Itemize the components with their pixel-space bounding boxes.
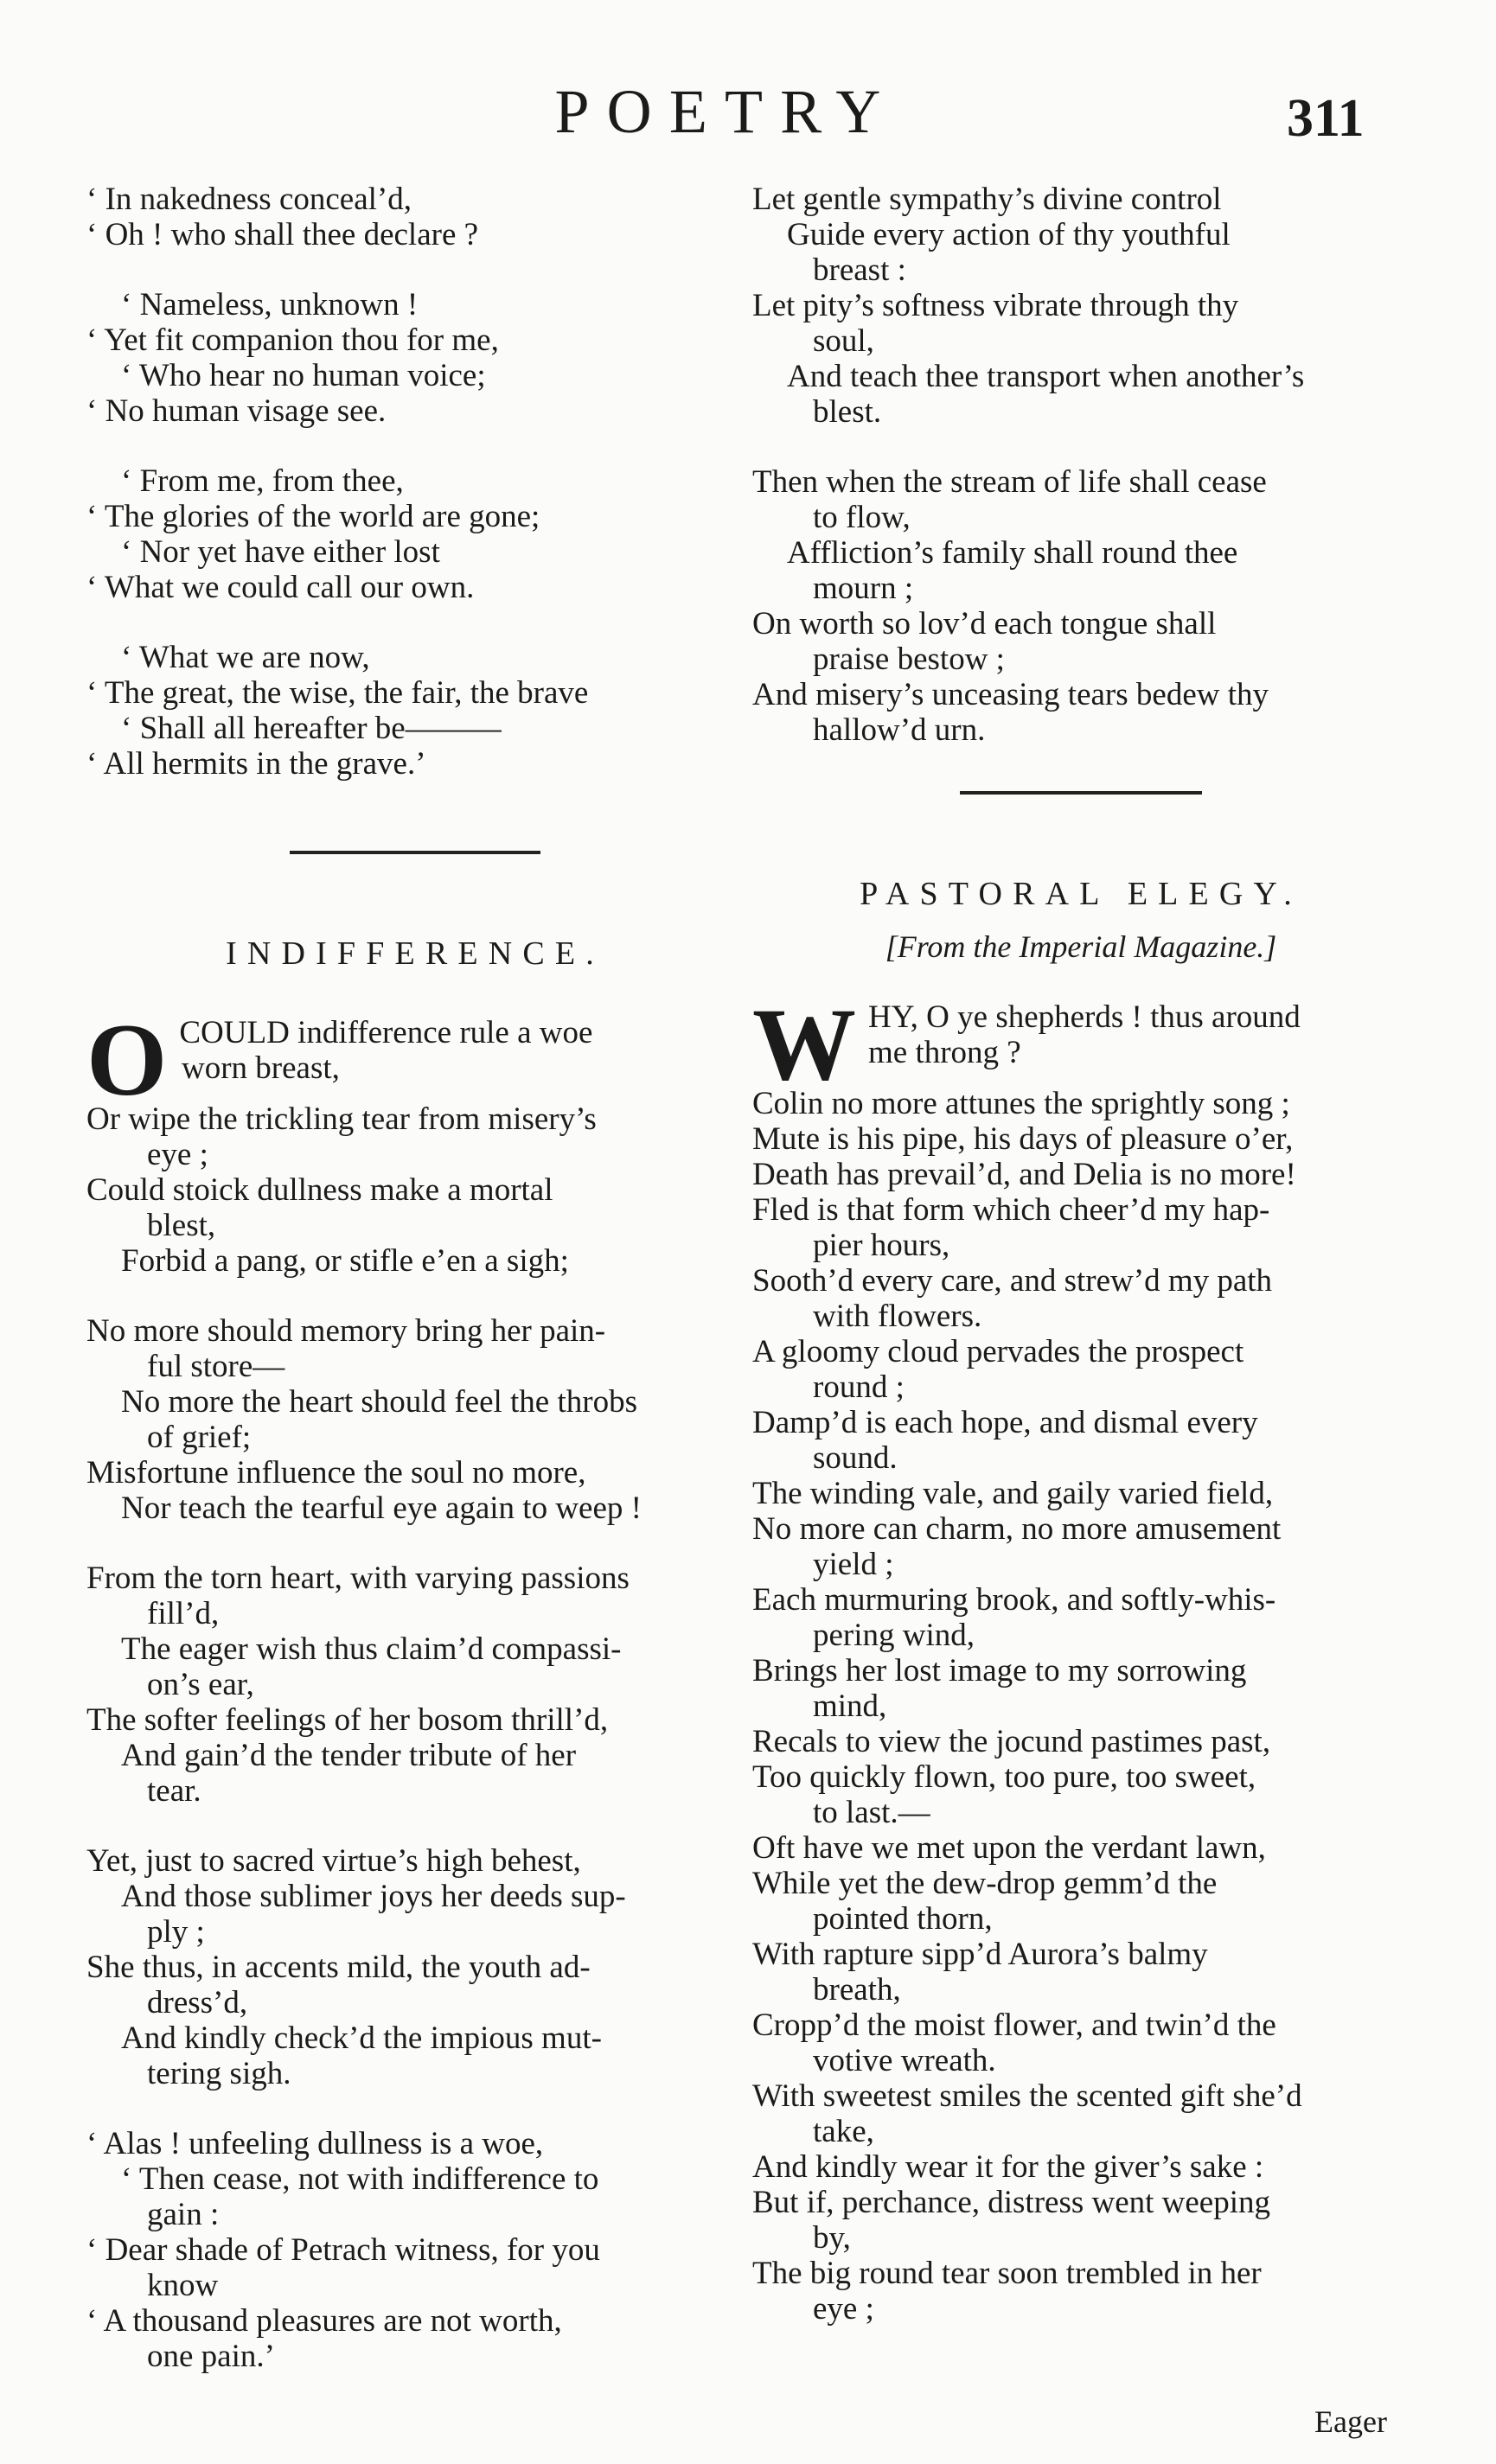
verse-line: Recals to view the jocund pastimes past, — [752, 1724, 1271, 1759]
stanza — [752, 464, 1410, 748]
verse-line: And kindly wear it for the giver’s sake : — [752, 2149, 1264, 2185]
poem-title: PASTORAL ELEGY. — [860, 876, 1302, 912]
verse-line: And kindly check’d the impious mut- — [121, 2020, 602, 2056]
poem-title: INDIFFERENCE. — [226, 935, 604, 972]
verse-line: ful store— — [147, 1349, 285, 1384]
verse-line: know — [147, 2268, 219, 2303]
verse-line: And misery’s unceasing tears bedew thy — [752, 677, 1269, 712]
verse-line: fill’d, — [147, 1596, 220, 1631]
verse-line: The big round tear soon trembled in her — [752, 2256, 1262, 2291]
verse-line: Then when the stream of life shall cease — [752, 464, 1267, 500]
verse-line: breath, — [813, 1972, 901, 2008]
drop-cap: W — [752, 986, 856, 1101]
verse-line: pointed thorn, — [813, 1901, 993, 1937]
verse-line: blest, — [147, 1208, 216, 1243]
verse-line: with flowers. — [813, 1299, 982, 1334]
verse-line: tear. — [147, 1773, 201, 1809]
verse-line: gain : — [147, 2197, 220, 2232]
verse-line: ‘ All hermits in the grave.’ — [86, 746, 426, 782]
verse-line: Affliction’s family shall round thee — [787, 535, 1238, 571]
left-column — [86, 182, 744, 2409]
verse-line: Guide every action of thy youthful — [787, 217, 1231, 252]
verse-line: Could stoick dullness make a mortal — [86, 1172, 553, 1208]
verse-line: The eager wish thus claim’d compassi- — [121, 1631, 622, 1667]
verse-line: Cropp’d the moist flower, and twin’d the — [752, 2008, 1276, 2043]
verse-line: Let pity’s softness vibrate through thy — [752, 288, 1239, 323]
verse-line: From the torn heart, with varying passions — [86, 1561, 630, 1596]
verse-line: The winding vale, and gaily varied field, — [752, 1476, 1274, 1511]
verse-line: Nor teach the tearful eye again to weep ! — [121, 1491, 642, 1526]
drop-cap: O — [86, 1002, 168, 1117]
verse-line: ‘ The great, the wise, the fair, the brave — [86, 675, 589, 711]
verse-line: mind, — [813, 1688, 887, 1724]
stanza — [86, 463, 744, 605]
verse-line: of grief; — [147, 1420, 252, 1455]
verse-line: ‘ Who hear no human voice; — [121, 358, 486, 393]
verse-line: breast : — [813, 252, 906, 288]
verse-line: by, — [813, 2220, 851, 2256]
verse-line: Or wipe the trickling tear from misery’s — [86, 1101, 597, 1137]
stanza — [86, 1313, 744, 1526]
verse-line: soul, — [813, 323, 874, 359]
section-divider — [290, 851, 540, 854]
verse-line: ‘ Yet fit companion thou for me, — [86, 322, 499, 358]
verse-line: me throng ? — [868, 1035, 1021, 1070]
verse-line: tering sigh. — [147, 2056, 291, 2091]
verse-line: pier hours, — [813, 1228, 950, 1263]
stanza — [86, 1561, 744, 1809]
verse-line: Damp’d is each hope, and dismal every — [752, 1405, 1258, 1440]
verse-line: Sooth’d every care, and strew’d my path — [752, 1263, 1273, 1299]
stanza — [86, 1002, 744, 1279]
verse-line: to last.— — [813, 1795, 930, 1830]
catchword: Eager — [1314, 2404, 1387, 2439]
stanza — [86, 1843, 744, 2091]
verse-line: ‘ The glories of the world are gone; — [86, 499, 540, 534]
running-header: POETRY — [554, 77, 898, 146]
verse-line: Each murmuring brook, and softly-whis- — [752, 1582, 1276, 1618]
verse-line: Forbid a pang, or stifle e’en a sigh; — [121, 1243, 569, 1279]
verse-line: Yet, just to sacred virtue’s high behest, — [86, 1843, 581, 1879]
verse-line: one pain.’ — [147, 2339, 275, 2374]
verse-line: Let gentle sympathy’s divine control — [752, 182, 1222, 217]
poem-source: [From the Imperial Magazine.] — [885, 929, 1277, 964]
verse-line: mourn ; — [813, 571, 914, 606]
verse-line: No more should memory bring her pain- — [86, 1313, 606, 1349]
verse-line: No more can charm, no more amusement — [752, 1511, 1282, 1547]
verse-line: eye ; — [147, 1137, 208, 1172]
verse-line: A gloomy cloud pervades the prospect — [752, 1334, 1244, 1369]
verse-line: ‘ From me, from thee, — [121, 463, 404, 499]
verse-line: Brings her lost image to my sorrowing — [752, 1653, 1247, 1688]
verse-line: ‘ What we are now, — [121, 640, 370, 675]
verse-line: ‘ No human visage see. — [86, 393, 387, 429]
verse-line: But if, perchance, distress went weeping — [752, 2185, 1271, 2220]
right-column — [752, 182, 1410, 2327]
verse-line: While yet the dew-drop gemm’d the — [752, 1866, 1218, 1901]
verse-line: With rapture sipp’d Aurora’s balmy — [752, 1937, 1208, 1972]
verse-line: ‘ Alas ! unfeeling dullness is a woe, — [86, 2126, 544, 2161]
verse-line: take, — [813, 2114, 874, 2149]
verse-line: praise bestow ; — [813, 642, 1005, 677]
verse-line: With sweetest smiles the scented gift she’d — [752, 2078, 1302, 2114]
verse-line: ‘ Shall all hereafter be——— — [121, 711, 502, 746]
page-number: 311 — [1287, 89, 1365, 148]
verse-line: blest. — [813, 394, 882, 430]
verse-line: HY, O ye shepherds ! thus around — [868, 999, 1301, 1035]
verse-line: round ; — [813, 1369, 905, 1405]
section-divider — [960, 791, 1202, 795]
verse-line: pering wind, — [813, 1618, 975, 1653]
verse-line: ‘ Nor yet have either lost — [121, 534, 440, 570]
verse-line: And teach thee transport when another’s — [787, 359, 1305, 394]
verse-line: She thus, in accents mild, the youth ad- — [86, 1950, 591, 1985]
verse-line: ‘ In nakedness conceal’d, — [86, 182, 412, 217]
verse-line: sound. — [813, 1440, 898, 1476]
stanza — [86, 182, 744, 252]
stanza — [86, 287, 744, 429]
verse-line: Too quickly flown, too pure, too sweet, — [752, 1759, 1256, 1795]
verse-line: ‘ Nameless, unknown ! — [121, 287, 419, 322]
verse-line: On worth so lov’d each tongue shall — [752, 606, 1217, 642]
verse-line: Misfortune influence the soul no more, — [86, 1455, 586, 1491]
verse-line: COULD indifference rule a woe — [179, 1015, 593, 1050]
verse-line: ply ; — [147, 1914, 205, 1950]
verse-line: ‘ A thousand pleasures are not worth, — [86, 2303, 562, 2339]
verse-line: to flow, — [813, 500, 911, 535]
verse-line: Mute is his pipe, his days of pleasure o’er, — [752, 1121, 1294, 1157]
verse-line: ‘ Dear shade of Petrach witness, for you — [86, 2232, 600, 2268]
verse-line: worn breast, — [182, 1050, 340, 1086]
verse-line: And gain’d the tender tribute of her — [121, 1738, 577, 1773]
verse-line: Oft have we met upon the verdant lawn, — [752, 1830, 1266, 1866]
verse-line: yield ; — [813, 1547, 894, 1582]
verse-line: And those sublimer joys her deeds sup- — [121, 1879, 626, 1914]
stanza — [86, 640, 744, 782]
verse-line: votive wreath. — [813, 2043, 996, 2078]
verse-line: ‘ Then cease, not with indifference to — [121, 2161, 599, 2197]
verse-line: Death has prevail’d, and Delia is no more! — [752, 1157, 1296, 1192]
stanza — [752, 182, 1410, 430]
stanza — [86, 2126, 744, 2374]
verse-line: Fled is that form which cheer’d my hap- — [752, 1192, 1270, 1228]
verse-line: dress’d, — [147, 1985, 248, 2020]
verse-line: The softer feelings of her bosom thrill’d, — [86, 1702, 609, 1738]
verse-line: ‘ Oh ! who shall thee declare ? — [86, 217, 479, 252]
verse-line: eye ; — [813, 2291, 874, 2327]
stanza — [752, 986, 1410, 2327]
verse-line: No more the heart should feel the throbs — [121, 1384, 637, 1420]
verse-line: ‘ What we could call our own. — [86, 570, 475, 605]
verse-line: on’s ear, — [147, 1667, 254, 1702]
verse-line: hallow’d urn. — [813, 712, 986, 748]
verse-line: Colin no more attunes the sprightly song ; — [752, 1086, 1290, 1121]
